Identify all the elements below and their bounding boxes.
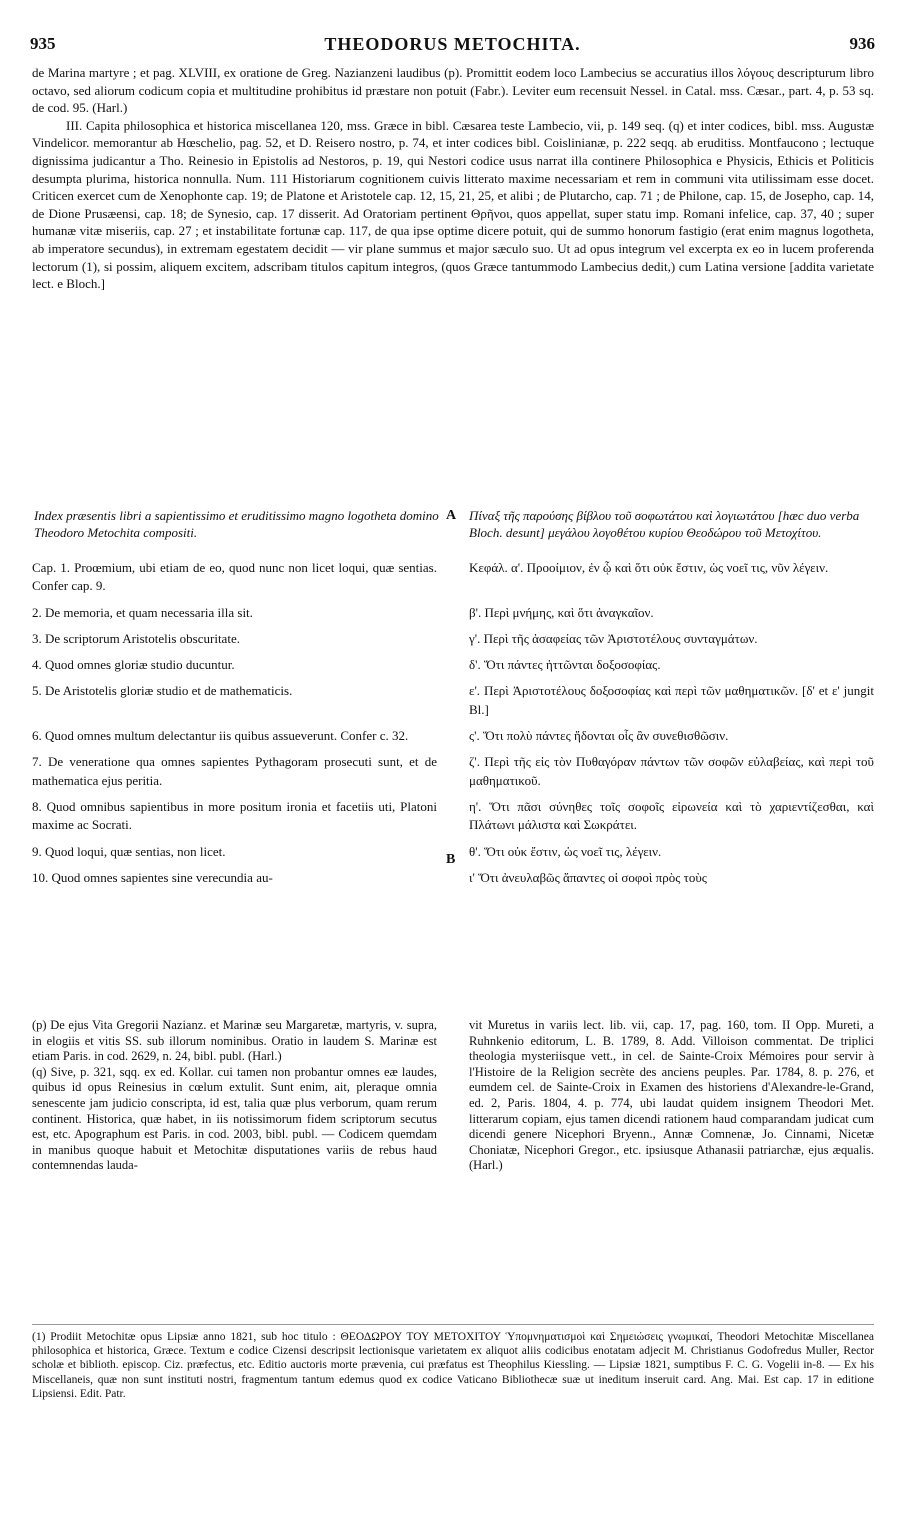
page-header <box>30 34 875 58</box>
greek-chapter-title: β'. Περὶ μνήμης, καὶ ὅτι ἀναγκαῖον. <box>469 604 654 620</box>
note-left: (p) De ejus Vita Gregorii Nazianz. et Marinæ seu Margaretæ, martyris, v. supra, in elogiis et vitis SS. sub illorum nominibus. Oratio in laudem S. Marinæ est etiam Paris. in cod. 2629, n. 24, bibl. publ. (Harl.) (q) Sive, p. 321, sqq. ex ed. Kollar. cui tamen non probantur omnes eæ laudes, quibus id opus Reinesius in cœlum extulit. Sunt enim, ait, pleraque omnia senescente jam judicio conscripta, id est, talia quæ plus verborum, quam rerum continent. Historica, quæ habet, in iis notissimorum fidem scriptorum secutus est, etc. Apographum est Paris. in cod. 2003, bibl. publ. — Codicem quemdam in manibus quoque habuit et Metochitæ disputationes variis de rebus haud contemnendas lauda- <box>32 1018 437 1173</box>
greek-chapter-title: θ'. Ὅτι οὐκ ἔστιν, ὡς νοεῖ τις, λέγειν. <box>469 843 662 859</box>
latin-chapter-title: 3. De scriptorum Aristotelis obscuritate. <box>32 630 240 646</box>
latin-chapter-title: Cap. 1. Proœmium, ubi etiam de eo, quod nunc non licet loqui, quæ sentias. Confer cap. 9. <box>32 560 437 594</box>
intro-text <box>32 64 874 293</box>
intro-paragraph-1: de Marina martyre ; et pag. XLVIII, ex oratione de Greg. Nazianzeni laudibus (p). Promittit eodem loco Lambecius se accuratius illos λόγους descripturum libro octavo, sed aliorum codicum copia et multitudine prohibitus id præstare non potuit (Fabr.). Leviter eum recensuit Nessel. in Catal. mss. Cæsar., part. 4, p. 53 sq. de cod. 95. (Harl.) <box>32 65 874 116</box>
column-marker-b: B <box>446 852 456 867</box>
index-row <box>32 753 874 790</box>
latin-chapter-title: 10. Quod omnes sapientes sine verecundia au- <box>32 869 273 885</box>
greek-chapter-title: η'. Ὅτι πᾶσι σύνηθες τοῖς σοφοῖς εἰρωνεία καὶ τὸ χαριεντίζεσθαι, καὶ Πλάτωνι μάλιστα καὶ Σωκράτει. <box>469 798 874 833</box>
column-marker-a: A <box>446 508 457 523</box>
latin-index-heading: Index præsentis libri a sapientissimo et eruditissimo magno logotheta domino Theodoro Metochita compositi. <box>34 508 439 540</box>
greek-chapter-title: Κεφάλ. α'. Προοίμιον, ἐν ᾧ καὶ ὅτι οὐκ ἔστιν, ὡς νοεῖ τις, νῦν λέγειν. <box>469 560 829 575</box>
index-row <box>32 727 874 745</box>
greek-chapter-title: ε'. Περὶ Ἀριστοτέλους δοξοσοφίας καὶ περὶ τῶν μαθηματικῶν. [δ' et ε' jungit Bl.] <box>469 683 874 717</box>
index-row <box>32 630 874 648</box>
index-table <box>32 508 874 895</box>
greek-chapter-title: ς'. Ὅτι πολὺ πάντες ἥδονται οἷς ἂν συνεθισθῶσιν. <box>469 728 729 744</box>
index-row <box>32 869 874 887</box>
greek-chapter-title: δ'. Ὅτι πάντες ἡττῶνται δοξοσοφίας. <box>469 657 661 673</box>
intro-paragraph-2: III. Capita philosophica et historica miscellanea 120, mss. Græce in bibl. Cæsarea teste Lambecio, vii, p. 149 seq. (q) et inter codices, bibl. mss. Augustæ Vindelicor. memorantur ab Hœschelio, pag. 52, et D. Reisero nostro, p. 74, et inter codices bibl. Coislinianæ, p. 222 seqq. ab eruditiss. Montfaucono ; lectuque dignissima judicantur a Tho. Reinesio in Epistolis ad Nestoros, p. 19, qui Nestori codice usus narrat illa continere Philosophica e Physicis, Ethicis et Politicis desumpta plurima, historica nonnulla. Num. 111 Historiarum cognitionem cuivis litterato maxime necessariam et rem in communi vita utilissimam esse docet. Criticen exercet cum de Xenophonte cap. 19; de Platone et Aristotele cap. 12, 15, 21, 25, et alibi ; de Plutarcho, cap. 71 ; de Philone, cap. 15, de Josepho, cap. 14, de Dione Prusæensi, cap. 18; de Synesio, cap. 17 disserit. Ad Oratoriam pertinent Θρῆνοι, quos appellat, super statu imp. Romani infelice, cap. 37, 40 ; super humanæ vitæ miseriis, cap. 27 ; et instabilitate fortunæ cap. 117, de qua ipse optime dicere potuit, qui de summo honorum fastigio (erat enim magnus logotheta, ab imperatore secundus), in extremam egestatem decidit — vir plane summus et major sæculo suo. Ut ad opus integrum vel excerpta ex eo in lucem proferenda lectorum (1), si possim, aliquem excitem, adscribam titulos capitum integros, (quos Græce tantummodo Lambecius dedit,) cum Latina versione [addita varietate lect. e Bloch.] <box>32 117 874 292</box>
note-right: vit Muretus in variis lect. lib. vii, cap. 17, pag. 160, tom. II Opp. Mureti, a Ruhnkenio editorum, L. B. 1789, 8. Add. Villoison commentat. De triplici theologia mysteriisque vett., in cel. de Sainte-Croix Mémoires pour servir à l'Histoire de la Religion secrète des anciens peuples. Par. 1784, 8. p. 276, et eumdem cel. de Sainte-Croix in Examen des historiens d'Alexandre-le-Grand, ed. 2, Paris. 1804, 4. p. 774, ubi laudat quidem insignem Theodori Met. litterarum copiam, ejus tamen dicendi rationem haud comparandam judicat cum dicendi genere Nicephori Bryenn., Annæ Comnenæ, Jo. Cinnami, Nicetæ Choniatæ, Nicephori Gregor., etc. ipsiusque Athanasii patriarchæ, ejus æqualis. (Harl.) <box>469 1018 874 1173</box>
latin-chapter-title: 2. De memoria, et quam necessaria illa sit. <box>32 604 253 620</box>
greek-chapter-title: ζ'. Περὶ τῆς εἰς τὸν Πυθαγόραν πάντων τῶν σοφῶν εὐλαβείας, καὶ περὶ τοῦ μαθηματικοῦ. <box>469 754 874 788</box>
latin-chapter-title: 9. Quod loqui, quæ sentias, non licet. <box>32 843 226 859</box>
footnote-divider <box>32 1324 874 1325</box>
latin-chapter-title: 6. Quod omnes multum delectantur iis quibus assueverunt. Confer c. 32. <box>32 728 409 744</box>
greek-chapter-title: γ'. Περὶ τῆς ἀσαφείας τῶν Ἀριστοτέλους συνταγμάτων. <box>469 630 758 646</box>
latin-chapter-title: 8. Quod omnibus sapientibus in more positum ironia et facetiis uti, Platoni maxime ac Socrati. <box>32 798 437 833</box>
index-row <box>32 604 874 622</box>
index-row <box>32 682 874 719</box>
index-row <box>32 798 874 835</box>
page-number-left: 935 <box>30 34 56 53</box>
index-row <box>32 559 874 596</box>
page-number-right: 936 <box>849 34 875 53</box>
footnote: (1) Prodiit Metochitæ opus Lipsiæ anno 1821, sub hoc titulo : ΘΕΟΔΩΡΟΥ ΤΟΥ ΜΕΤΟΧΙΤΟΥ Ὑπομνηματισμοὶ καὶ Σημειώσεις γνωμικαί, Theodori Metochitæ Miscellanea philosophica et historica, Græce. Textum e codice Cizensi descripsit lectionisque varietatem ex aliquot aliis codicibus enotatam adjecit M. Christianus Godofredus Muller, Rector scholæ et biblioth. episcop. Ciz. præfectus, etc. Editio auctoris morte prævenia, cui præfatus est Theophilus Kiessling. — Lipsiæ 1821, sumptibus F. C. G. Vogelii in-8. — Ex his Miscellaneis, quæ non sunt instituti nostri, fragmentum tantum edemus quod ex codice Vaticano Bibliothecæ suæ ut ineditum inseruit card. Ang. Mai. Est cap. 17 in editione Lipsiensi. Edit. Patr. <box>32 1331 874 1400</box>
greek-chapter-title: ι' Ὅτι ἀνευλαβῶς ἅπαντες οἱ σοφοὶ πρὸς τοὺς <box>469 869 707 885</box>
notes-row <box>32 1018 874 1174</box>
latin-chapter-title: 7. De veneratione qua omnes sapientes Pythagoram prosecuti sunt, et de mathematica ejus peritia. <box>32 754 437 788</box>
index-row <box>32 656 874 674</box>
index-rows <box>32 559 874 887</box>
notes-section <box>32 1018 874 1174</box>
latin-chapter-title: 5. De Aristotelis gloriæ studio et de mathematicis. <box>32 683 293 699</box>
greek-index-heading: Πίναξ τῆς παρούσης βίβλου τοῦ σοφωτάτου καὶ λογιωτάτου [hæc duo verba Bloch. desunt] μεγάλου λογοθέτου κυρίου Θεοδώρου τοῦ Μετοχίτου. <box>469 508 860 540</box>
running-title: THEODORUS METOCHITA. <box>324 34 581 54</box>
latin-chapter-title: 4. Quod omnes gloriæ studio ducuntur. <box>32 657 235 673</box>
